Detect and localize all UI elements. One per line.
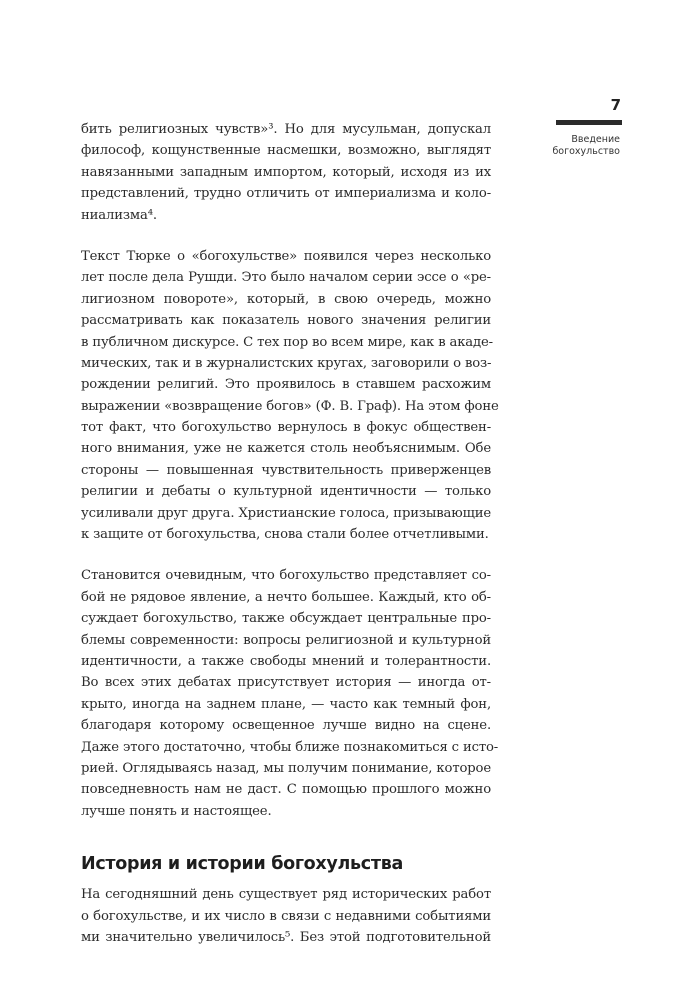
running-header-line: Введение [571,134,620,145]
text-line: суждает богохульство, также обсуждает центральные про- [81,611,491,627]
section-heading: История и истории богохульства [81,854,403,875]
text-line: блемы современности: вопросы религиозной и культурной [81,632,491,648]
text-line: ного внимания, уже не кажется столь необъяснимым. Обе [81,441,491,457]
text-line: благодаря которому освещенное лучше видно на сцене. [81,718,491,734]
text-line: крыто, иногда на заднем плане, — часто как темный фон, [81,696,491,712]
text-line: Текст Тюрке о «богохульстве» появился через несколько [81,248,491,264]
text-line: повседневность нам не даст. С помощью прошлого можно [81,782,491,798]
text-line: представлений, трудно отличить от империализма и коло- [81,186,491,202]
text-line: рассматривать как показатель нового значения религии [81,313,491,329]
text-line: навязанными западным импортом, который, исходя из их [81,164,491,180]
text-line: рией. Оглядываясь назад, мы получим понимание, которое [81,760,491,776]
header-rule [556,120,622,125]
paragraph-1 [81,119,491,226]
page-number: 7 [610,96,621,114]
text-line: бить религиозных чувств»³. Но для мусульман, допускал [81,122,491,137]
text-line: ниализма⁴. [81,207,157,223]
text-line: тот факт, что богохульство вернулось в фокус обществен- [81,420,491,436]
paragraph-4 [81,884,491,948]
paragraph-3 [81,565,499,822]
text-line: к защите от богохульства, снова стали более отчетливыми. [81,527,489,543]
text-line: о богохульстве, и их число в связи с недавними событиями [81,908,491,924]
text-line: выражении «возвращение богов» (Ф. В. Граф). На этом фоне [81,398,499,414]
text-line: религии и дебаты о культурной идентичности — только [81,484,491,500]
text-line: стороны — повышенная чувствительность приверженцев [81,462,491,478]
text-line: усиливали друг друга. Христианские голоса, призывающие [81,505,491,521]
text-line: идентичности, а также свободы мнений и толерантности. [81,653,491,669]
text-line: философ, кощунственные насмешки, возможно, выглядят [81,143,491,159]
text-line: Становится очевидным, что богохульство представляет со- [81,568,491,584]
text-line: рождении религий. Это проявилось в ставшем расхожим [81,377,491,393]
text-line: лучше понять и настоящее. [81,803,272,819]
text-line: На сегодняшний день существует ряд исторических работ [81,887,491,903]
text-line: в публичном дискурсе. С тех пор во всем мире, как в акаде- [81,334,493,350]
body-text [81,119,499,948]
paragraph-2 [81,246,499,545]
text-line: мических, так и в журналистских кругах, заговорили о воз- [81,355,492,371]
running-header-line: богохульство [552,146,620,157]
text-line: ми значительно увеличилось⁵. Без этой подготовительной [81,929,491,945]
text-line: лигиозном повороте», который, в свою очередь, можно [81,291,491,307]
text-line: Даже этого достаточно, чтобы ближе познакомиться с исто- [81,739,499,755]
text-line: лет после дела Рушди. Это было началом серии эссе о «ре- [81,270,491,286]
text-line: бой не рядовое явление, а нечто большее. Каждый, кто об- [81,589,491,605]
running-header [540,134,620,158]
text-line: Во всех этих дебатах присутствует история — иногда от- [81,675,491,691]
